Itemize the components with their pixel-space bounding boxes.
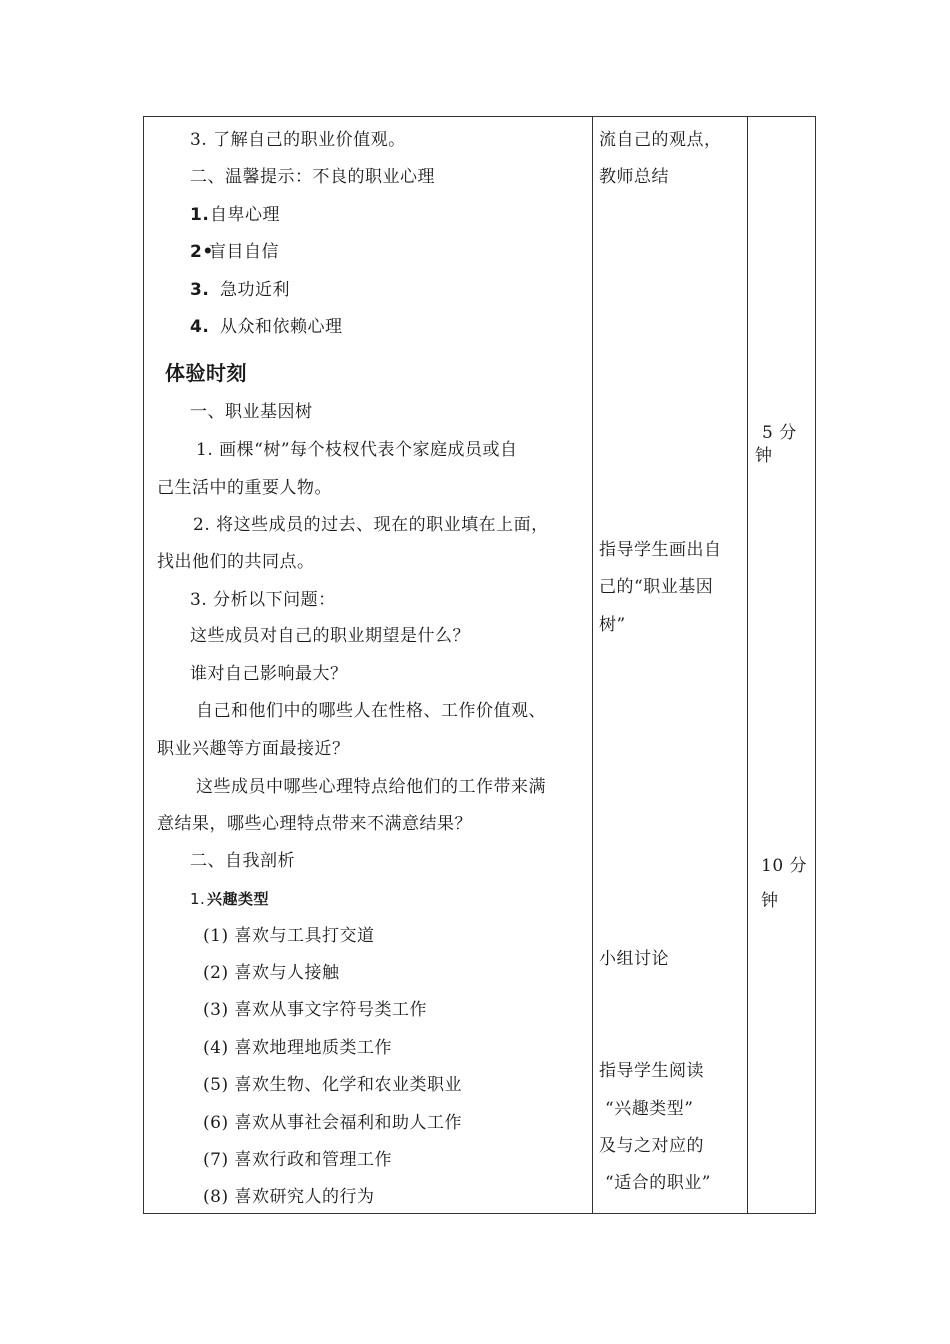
- content-line: 二、温馨提示：不良的职业心理: [190, 167, 435, 187]
- list-item: 盲目自信: [209, 242, 279, 262]
- list-item: 自卑心理: [210, 205, 280, 225]
- list-number: 1.: [190, 890, 206, 908]
- interest-item: (5) 喜欢生物、化学和农业类职业: [203, 1075, 462, 1095]
- activity-line: 树”: [599, 615, 626, 635]
- content-line: 二、自我剖析: [190, 851, 295, 871]
- content-line: 意结果，哪些心理特点带来不满意结果？: [157, 814, 472, 834]
- interest-item: (2) 喜欢与人接触: [203, 963, 340, 983]
- interest-item: (8) 喜欢研究人的行为: [203, 1187, 375, 1207]
- list-number: 3.: [190, 280, 210, 300]
- activity-line: 指导学生阅读: [599, 1061, 704, 1081]
- activity-line: 己的“职业基因: [599, 577, 714, 597]
- interest-item: (7) 喜欢行政和管理工作: [203, 1150, 392, 1170]
- content-line: 1. 画棵“树”每个枝杈代表个家庭成员或自: [196, 440, 518, 460]
- content-line: 己生活中的重要人物。: [157, 478, 332, 498]
- list-item: 急功近利: [220, 280, 290, 300]
- section-heading: 体验时刻: [165, 361, 247, 385]
- column-divider-1: [592, 117, 593, 1213]
- interest-item: (3) 喜欢从事文字符号类工作: [203, 1000, 427, 1020]
- content-line: 自己和他们中的哪些人在性格、工作价值观、: [196, 701, 546, 721]
- time-value: 10 分: [761, 856, 808, 876]
- list-number: 4.: [190, 317, 210, 337]
- content-line: 一、职业基因树: [190, 402, 313, 422]
- activity-line: 小组讨论: [599, 949, 669, 969]
- content-line: 3. 分析以下问题：: [190, 590, 336, 610]
- content-line: 谁对自己影响最大？: [190, 664, 348, 684]
- activity-line: “兴趣类型”: [605, 1099, 694, 1119]
- list-number: 2•: [190, 242, 214, 262]
- activity-line: 教师总结: [599, 167, 669, 187]
- activity-line: 指导学生画出自: [599, 540, 722, 560]
- activity-line: 流自己的观点，: [599, 130, 722, 150]
- time-unit: 钟: [755, 446, 773, 466]
- time-value: 5 分: [762, 423, 797, 443]
- interest-item: (1) 喜欢与工具打交道: [203, 926, 375, 946]
- list-item: 从众和依赖心理: [220, 317, 343, 337]
- interest-item: (6) 喜欢从事社会福利和助人工作: [203, 1113, 462, 1133]
- list-number: 1.: [190, 205, 210, 225]
- time-unit: 钟: [761, 891, 779, 911]
- content-line: 2. 将这些成员的过去、现在的职业填在上面，: [193, 515, 549, 535]
- activity-line: 及与之对应的: [599, 1136, 704, 1156]
- content-line: 这些成员中哪些心理特点给他们的工作带来满: [196, 777, 546, 797]
- content-line: 找出他们的共同点。: [157, 552, 315, 572]
- content-line: 这些成员对自己的职业期望是什么？: [190, 626, 470, 646]
- column-divider-2: [747, 117, 748, 1213]
- subsection-title: 兴趣类型: [207, 890, 270, 908]
- activity-line: “适合的职业”: [605, 1173, 711, 1193]
- content-line: 3. 了解自己的职业价值观。: [190, 130, 406, 150]
- content-line: 职业兴趣等方面最接近？: [157, 739, 350, 759]
- interest-item: (4) 喜欢地理地质类工作: [203, 1038, 392, 1058]
